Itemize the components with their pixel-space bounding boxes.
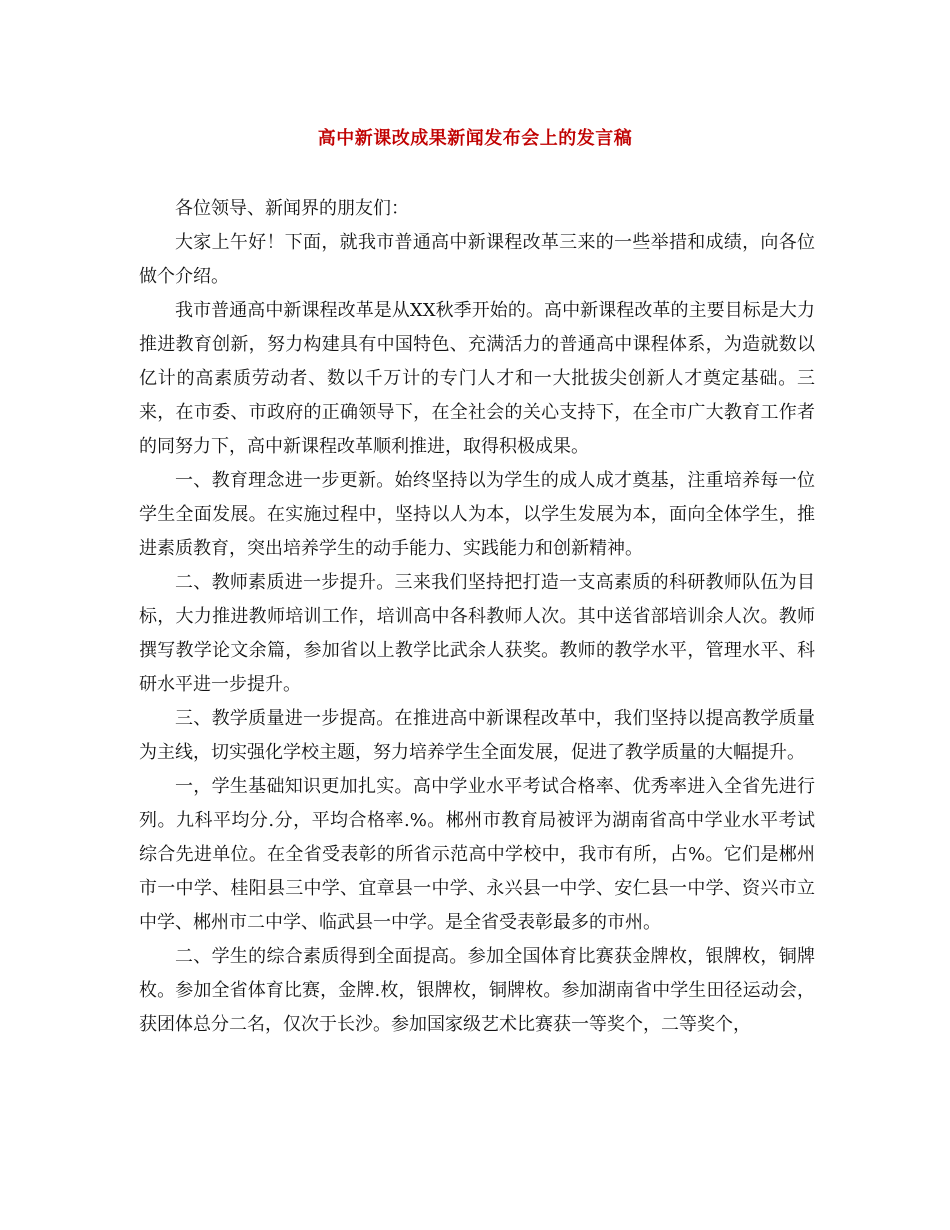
paragraph-greeting: 大家上午好！下面，就我市普通高中新课程改革三来的一些举措和成绩，向各位做个介绍。 bbox=[139, 232, 815, 287]
document-title: 高中新课改成果新闻发布会上的发言稿 bbox=[317, 128, 633, 149]
paragraph-basic-knowledge: 一，学生基础知识更加扎实。高中学业水平考试合格率、优秀率进入全省先进行列。九科平均分.分，平均合格率.%。郴州市教育局被评为湖南省高中学业水平考试综合先进单位。在全省受表彰的所省示范高中学校中，我市有所，占%。它们是郴州市一中学、桂阳县三中学、宜章县一中学、永兴县一中学、安仁县一中学、资兴市立中学、郴州市二中学、临武县一中学。是全省受表彰最多的市州。 bbox=[139, 776, 815, 933]
paragraph-introduction: 我市普通高中新课程改革是从XX秋季开始的。高中新课程改革的主要目标是大力推进教育创新，努力构建具有中国特色、充满活力的普通高中课程体系，为造就数以亿计的高素质劳动者、数以千万计的专门人才和一大批拔尖创新人才奠定基础。三来，在市委、市政府的正确领导下，在全社会的关心支持下，在全市广大教育工作者的同努力下，高中新课程改革顺利推进，取得积极成果。 bbox=[139, 300, 815, 457]
paragraph-education-philosophy: 一、教育理念进一步更新。始终坚持以为学生的成人成才奠基，注重培养每一位学生全面发展。在实施过程中，坚持以人为本，以学生发展为本，面向全体学生，推进素质教育，突出培养学生的动手能力、实践能力和创新精神。 bbox=[139, 470, 815, 559]
paragraph-teaching-quality: 三、教学质量进一步提高。在推进高中新课程改革中，我们坚持以提高教学质量为主线，切实强化学校主题，努力培养学生全面发展，促进了教学质量的大幅提升。 bbox=[139, 708, 815, 763]
paragraph-comprehensive-quality: 二、学生的综合素质得到全面提高。参加全国体育比赛获金牌枚，银牌枚，铜牌枚。参加全省体育比赛，金牌.枚，银牌枚，铜牌枚。参加湖南省中学生田径运动会，获团体总分二名，仅次于长沙。参加国家级艺术比赛获一等奖个，二等奖个， bbox=[139, 946, 815, 1035]
paragraph-teacher-quality: 二、教师素质进一步提升。三来我们坚持把打造一支高素质的科研教师队伍为目标，大力推进教师培训工作，培训高中各科教师人次。其中送省部培训余人次。教师撰写教学论文余篇，参加省以上教学比武余人获奖。教师的教学水平，管理水平、科研水平进一步提升。 bbox=[139, 572, 815, 695]
paragraph-salutation: 各位领导、新闻界的朋友们： bbox=[175, 198, 409, 219]
document-body bbox=[139, 192, 815, 1042]
